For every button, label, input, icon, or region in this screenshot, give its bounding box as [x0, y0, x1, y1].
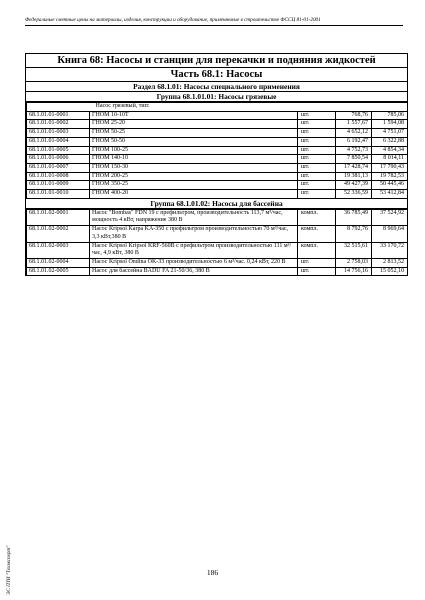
unit-of-measure: шт.	[298, 163, 336, 172]
price-estimate: 8 969,64	[372, 226, 408, 242]
price-release: 4 752,73	[336, 146, 372, 155]
unit-of-measure: шт.	[298, 190, 336, 199]
book-title: Книга 68: Насосы и станции для перекачки и подняния жидкостей	[26, 54, 407, 68]
resource-name: ГНОМ 350-25	[90, 181, 298, 190]
table-row	[27, 226, 408, 242]
unit-of-measure: шт.	[298, 146, 336, 155]
price-estimate: 4 751,07	[372, 129, 408, 138]
price-release: 52 336,59	[336, 190, 372, 199]
price-release: 14 756,16	[336, 267, 372, 276]
price-release: 768,76	[336, 111, 372, 120]
resource-name: ГНОМ 140-10	[90, 155, 298, 164]
resource-name: ГНОМ 200-25	[90, 172, 298, 181]
part-title: Часть 68.1: Насосы	[26, 68, 407, 82]
table-row	[27, 181, 408, 190]
unit-of-measure: шт.	[298, 181, 336, 190]
resource-name: ГНОМ 50-50	[90, 137, 298, 146]
price-table-pool-pumps	[26, 209, 408, 277]
resource-code: 68.1.01.02-0005	[27, 267, 90, 276]
price-estimate: 17 790,43	[372, 163, 408, 172]
resource-name: ГНОМ 25-20	[90, 120, 298, 129]
price-estimate: 33 170,72	[372, 242, 408, 258]
unit-of-measure: шт.	[298, 137, 336, 146]
price-release: 4 652,12	[336, 129, 372, 138]
running-header: Федеральные сметные цены на материалы, изделия, конструкции и оборудование, применяемые в строительстве ФССЦ 81-01-2001	[25, 17, 403, 26]
resource-code: 68.1.01.01-0001	[27, 111, 90, 120]
unit-of-measure: шт.	[298, 129, 336, 138]
table-row	[27, 258, 408, 267]
resource-name: ГНОМ 50-25	[90, 129, 298, 138]
price-estimate: 6 322,88	[372, 137, 408, 146]
price-release: 8 792,76	[336, 226, 372, 242]
unit-of-measure: шт.	[298, 172, 336, 181]
table-caption-row	[27, 103, 408, 112]
resource-code: 68.1.01.01-0002	[27, 120, 90, 129]
resource-code: 68.1.01.01-0008	[27, 172, 90, 181]
resource-name: ГНОМ 400-20	[90, 190, 298, 199]
resource-code: 68.1.01.01-0010	[27, 190, 90, 199]
unit-of-measure: компл.	[298, 226, 336, 242]
price-release: 19 381,13	[336, 172, 372, 181]
group-caption: Насос грязевый, тип:	[90, 103, 408, 112]
section-title: Раздел 68.1.01: Насосы специального применения	[26, 82, 407, 92]
resource-name: Насос "Bombas" FDN 19 с префильтром, производительность 113,7 м³/час, мощность 4 кВт, напряжение 380 В	[90, 209, 298, 225]
unit-of-measure: шт.	[298, 120, 336, 129]
price-estimate: 19 782,53	[372, 172, 408, 181]
side-note-text: ЭС ПТИ "Техэксперт"	[6, 545, 12, 595]
table-row	[27, 155, 408, 164]
price-estimate: 37 524,92	[372, 209, 408, 225]
resource-name: ГНОМ 150-30	[90, 163, 298, 172]
resource-code: 68.1.01.01-0004	[27, 137, 90, 146]
price-release: 1 557,67	[336, 120, 372, 129]
price-estimate: 53 412,84	[372, 190, 408, 199]
table-row	[27, 267, 408, 276]
resource-code: 68.1.01.02-0001	[27, 209, 90, 225]
unit-of-measure: компл.	[298, 209, 336, 225]
price-release: 32 515,61	[336, 242, 372, 258]
price-release: 7 850,54	[336, 155, 372, 164]
resource-name: Насос Kripsol Kripsol KRF-560В с префильтром производительностью 111 м³/час, 4,9 кВт, 380 В	[90, 242, 298, 258]
resource-name: Насос Kripsol Karpa KA-350 с префильтром производительностью 70 м³/час, 3,3 кВт,380 В	[90, 226, 298, 242]
side-note	[4, 520, 14, 595]
price-estimate: 1 594,08	[372, 120, 408, 129]
resource-code: 68.1.01.01-0003	[27, 129, 90, 138]
price-table-mud-pumps	[26, 102, 408, 199]
table-row	[27, 111, 408, 120]
table-row	[27, 146, 408, 155]
unit-of-measure: шт.	[298, 111, 336, 120]
resource-code: 68.1.01.02-0004	[27, 258, 90, 267]
price-release: 36 785,49	[336, 209, 372, 225]
table-row	[27, 242, 408, 258]
table-row	[27, 163, 408, 172]
unit-of-measure: компл.	[298, 242, 336, 258]
resource-name: ГНОМ 10-10Т	[90, 111, 298, 120]
resource-code: 68.1.01.01-0006	[27, 155, 90, 164]
resource-name: Насос для бассейна BADU FA 21-50/36, 380 В	[90, 267, 298, 276]
price-release: 2 758,03	[336, 258, 372, 267]
resource-name: ГНОМ 100-25	[90, 146, 298, 155]
price-release: 49 427,39	[336, 181, 372, 190]
price-estimate: 785,06	[372, 111, 408, 120]
price-release: 17 428,74	[336, 163, 372, 172]
table-row	[27, 137, 408, 146]
price-estimate: 15 052,10	[372, 267, 408, 276]
resource-code: 68.1.01.01-0005	[27, 146, 90, 155]
table-row	[27, 120, 408, 129]
price-estimate: 4 854,34	[372, 146, 408, 155]
table-row	[27, 129, 408, 138]
resource-code: 68.1.01.01-0009	[27, 181, 90, 190]
unit-of-measure: шт.	[298, 267, 336, 276]
group-title: Группа 68.1.01.01: Насосы грязевые	[26, 92, 407, 102]
group-title: Группа 68.1.01.02: Насосы для бассейна	[26, 199, 407, 209]
table-row	[27, 209, 408, 225]
resource-name: Насос Kripsol Ondina OK-33 производительностью 6 м³/час. 0,24 кВт, 220 В	[90, 258, 298, 267]
table-row	[27, 190, 408, 199]
table-row	[27, 172, 408, 181]
price-estimate: 50 445,46	[372, 181, 408, 190]
unit-of-measure: шт.	[298, 155, 336, 164]
price-release: 6 192,47	[336, 137, 372, 146]
price-estimate: 8 014,11	[372, 155, 408, 164]
resource-code: 68.1.01.02-0003	[27, 242, 90, 258]
price-estimate: 2 813,52	[372, 258, 408, 267]
page-number: 186	[206, 568, 219, 577]
resource-code: 68.1.01.02-0002	[27, 226, 90, 242]
resource-code: 68.1.01.01-0007	[27, 163, 90, 172]
unit-of-measure: шт.	[298, 258, 336, 267]
price-sheet	[25, 53, 408, 276]
